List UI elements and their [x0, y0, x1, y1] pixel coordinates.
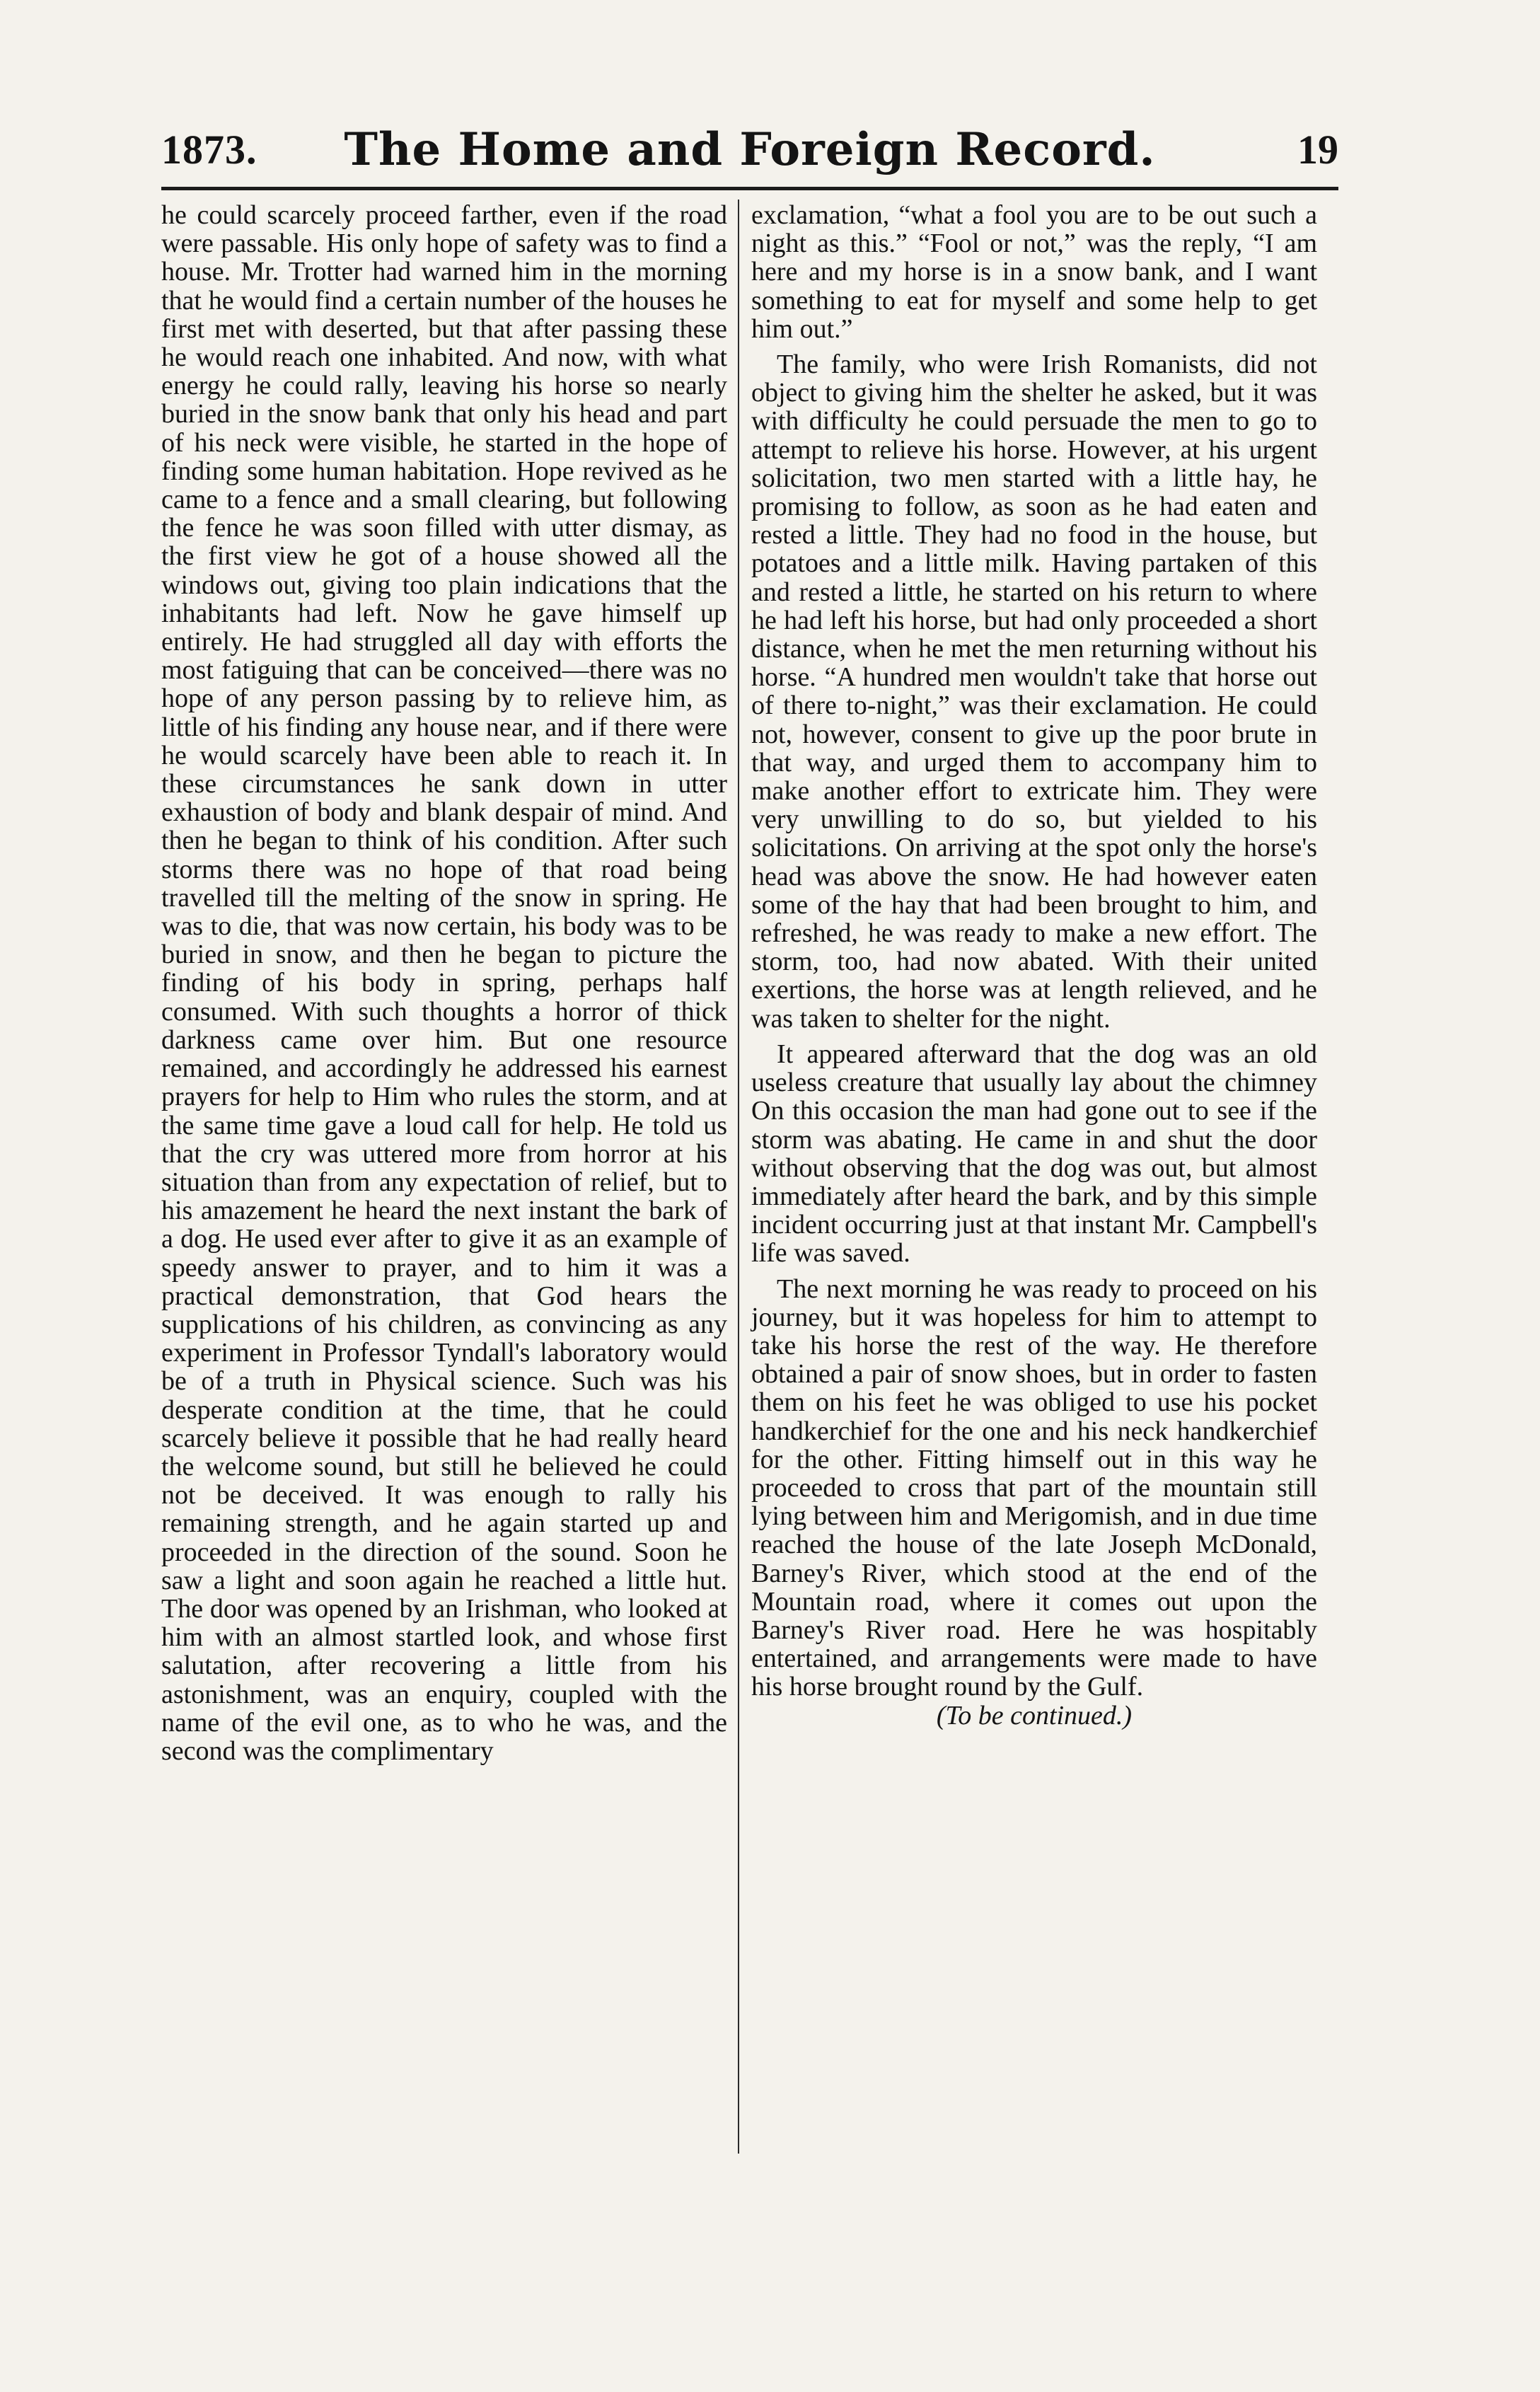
publication-title: The Home and Foreign Record. — [344, 123, 1156, 176]
right-paragraph-4: The next morning he was ready to proceed on his journey, but it was hopeless for him to attempt to take his horse the rest of the way. He therefore obtained a pair of snow shoes, but in order to fasten them on his feet he was obliged to use his pocket handkerchief for the one and his neck handkerchief for the other. Fitting himself out in this way he proceeded to cross that part of the mountain still lying between him and Merigomish, and in due time reached the house of the late Joseph McDonald, Barney's River, which stood at the end of the Mountain road, where it comes out upon the Barney's River road. Here he was hospitably entertained, and arrangements were made to have his horse brought round by the Gulf. — [751, 1273, 1317, 1702]
header-rule — [161, 187, 1338, 190]
header-year: 1873. — [161, 127, 257, 173]
left-paragraph-1: he could scarcely proceed farther, even if the road were passable. His only hope of safety was to find a house. Mr. Trotter had warned him in the morning that he would find a certain number of the houses he first met with deserted, but that after passing these he would reach one inhabited. And now, with what energy he could rally, leaving his horse so nearly buried in the snow bank that only his head and part of his neck were visible, he started in the hope of finding some human habitation. Hope revived as he came to a fence and a small clearing, but following the fence he was soon filled with utter dismay, as the first view he got of a house showed all the windows out, giving too plain indications that the inhabitants had left. Now he gave himself up entirely. He had struggled all day with efforts the most fatiguing that can be conceived—there was no hope of any person passing by to relieve him, as little of his finding any house near, and if there were he would scarcely have been able to reach it. In these circumstances he sank down in utter exhaustion of body and blank despair of mind. And then he began to think of his condition. After such storms there was no hope of that road being travelled till the melting of the snow in spring. He was to die, that was now certain, his body was to be buried in snow, and then he began to picture the finding of his body in spring, perhaps half consumed. With such thoughts a horror of thick darkness came over him. But one resource remained, and accordingly he addressed his earnest prayers for help to Him who rules the storm, and at the same time gave a loud call for help. He told us that the cry was uttered more from horror at his situation than from any expectation of relief, but to his amazement he heard the next instant the bark of a dog. He used ever after to give it as an example of speedy answer to prayer, and to him it was a practical demonstration, that God hears the supplications of his children, as convincing as any experiment in Professor Tyndall's laboratory would be of a truth in Physical science. Such was his desperate condition at the time, that he could scarcely believe it possible that he had really heard the welcome sound, but still he believed he could not be deceived. It was enough to rally his remaining strength, and he again started up and proceeded in the direction of the sound. Soon he saw a light and soon again he reached a little hut. The door was opened by an Irishman, who looked at him with an almost startled look, and whose first salutation, after recovering a little from his astonishment, was an enquiry, coupled with the name of the evil one, as to who he was, and the second was the complimentary — [161, 200, 727, 1766]
page-header — [161, 113, 1338, 184]
column-divider — [738, 200, 739, 2154]
right-paragraph-1: exclamation, “what a fool you are to be out such a night as this.” “Fool or not,” was the reply, “I am here and my horse is in a snow bank, and I want something to eat for myself and some help to get him out.” — [751, 200, 1317, 344]
page-number: 19 — [1297, 127, 1338, 173]
right-paragraph-3: It appeared afterward that the dog was an old useless creature that usually lay about the chimney On this occasion the man had gone out to see if the storm was abating. He came in and shut the door without observing that the dog was out, but almost immediately after heard the bark, and by this simple incident occurring just at that instant Mr. Campbell's life was saved. — [751, 1039, 1317, 1269]
right-paragraph-2: The family, who were Irish Romanists, did not object to giving him the shelter he asked, but it was with difficulty he could persuade the men to go to attempt to relieve his horse. However, at his urgent solicitation, two men started with a little hay, he promising to follow, as soon as he had eaten and rested a little. They had no food in the house, but potatoes and a little milk. Having partaken of this and rested a little, he started on his return to where he had left his horse, but had only proceeded a short distance, when he met the men returning without his horse. “A hundred men wouldn't take that horse out of there to-night,” was their exclamation. He could not, however, consent to give up the poor brute in that way, and urged them to accompany him to make another effort to extricate him. They were very unwilling to do so, but yielded to his solicitations. On arriving at the spot only the horse's head was above the snow. He had however eaten some of the hay that had been brought to him, and refreshed, he was ready to make a new effort. The storm, too, had now abated. With their united exertions, the horse was at length relieved, and he was taken to shelter for the night. — [751, 349, 1317, 1034]
to-be-continued-note: (To be continued.) — [936, 1700, 1133, 1731]
right-column — [751, 201, 1317, 2323]
left-column — [161, 201, 727, 2323]
